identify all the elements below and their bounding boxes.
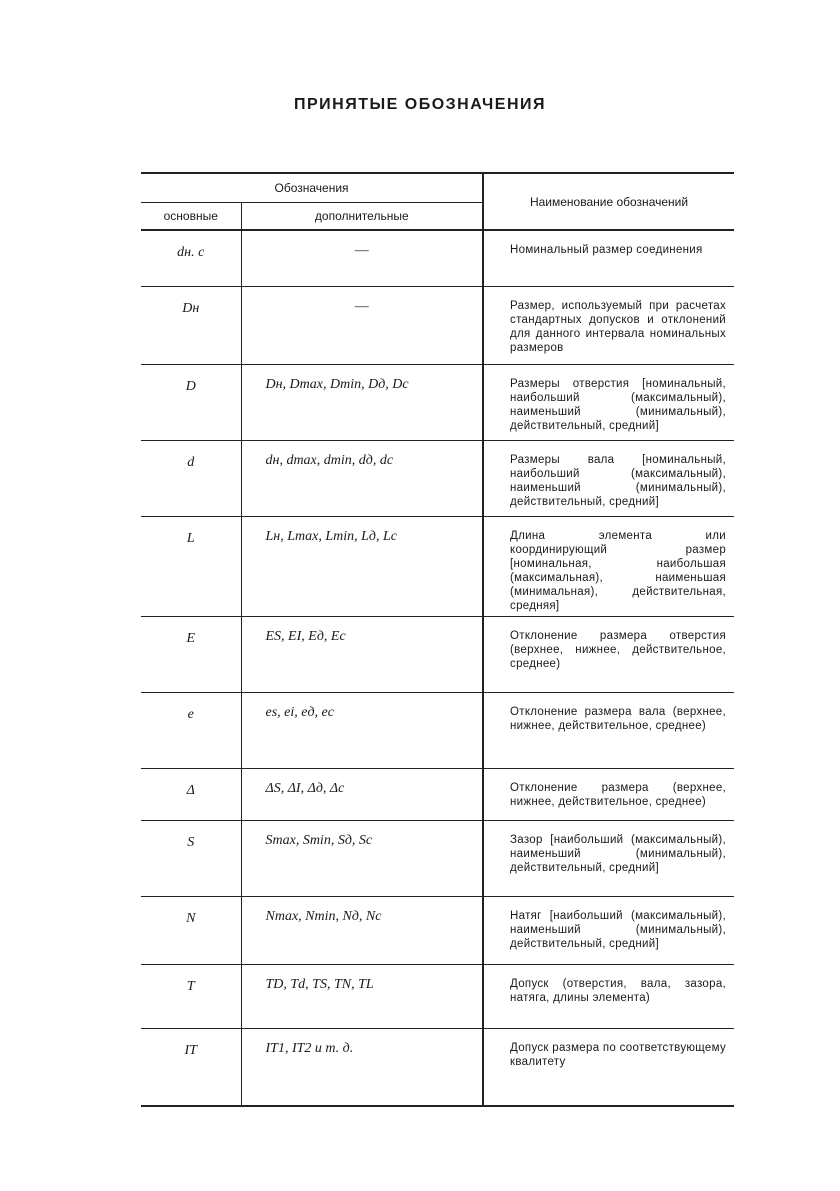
basic-symbol: d <box>141 440 241 516</box>
basic-symbol: T <box>141 964 241 1028</box>
additional-symbols: Lн, Lmax, Lmin, Lд, Lс <box>241 516 483 616</box>
basic-symbol: IT <box>141 1028 241 1106</box>
additional-symbols: Dн, Dmax, Dmin, Dд, Dс <box>241 364 483 440</box>
symbol-description: Длина элемента или координирующий размер [номинальная, наибольшая (максимальная), наименьшая (минимальная), действительная, средняя] <box>483 516 734 616</box>
symbol-description: Отклонение размера отверстия (верхнее, нижнее, действительное, среднее) <box>483 616 734 692</box>
table-row <box>141 768 734 820</box>
additional-symbols: es, ei, eд, eс <box>241 692 483 768</box>
symbol-description: Отклонение размера вала (верхнее, нижнее, действительное, среднее) <box>483 692 734 768</box>
additional-symbols: Nmax, Nmin, Nд, Nс <box>241 896 483 964</box>
symbol-description: Размеры вала [номинальный, наибольший (максимальный), наименьший (минимальный), действительный, средний] <box>483 440 734 516</box>
table-row <box>141 516 734 616</box>
symbol-description: Размер, используемый при расчетах стандартных допусков и отклонений для данного интервала номинальных размеров <box>483 286 734 364</box>
symbol-description: Номинальный размер соединения <box>483 230 734 286</box>
table-row <box>141 616 734 692</box>
table-row <box>141 230 734 286</box>
additional-symbols: ΔS, ΔI, Δд, Δс <box>241 768 483 820</box>
basic-symbol: N <box>141 896 241 964</box>
symbol-description: Размеры отверстия [номинальный, наибольший (максимальный), наименьший (минимальный), действительный, средний] <box>483 364 734 440</box>
basic-symbol: Δ <box>141 768 241 820</box>
symbol-description: Зазор [наибольший (максимальный), наименьший (минимальный), действительный, средний] <box>483 820 734 896</box>
additional-symbols: IT1, IT2 и т. д. <box>265 1040 354 1056</box>
table-row <box>141 896 734 964</box>
additional-symbols: — <box>241 230 483 286</box>
header-name: Наименование обозначений <box>483 173 734 230</box>
table-row <box>141 1028 734 1106</box>
additional-symbols: Smax, Smin, Sд, Sс <box>241 820 483 896</box>
additional-symbols: dн, dmax, dmin, dд, dс <box>241 440 483 516</box>
basic-symbol: e <box>141 692 241 768</box>
table-row <box>141 964 734 1028</box>
table-row <box>141 440 734 516</box>
additional-symbols: ES, EI, Eд, Eс <box>241 616 483 692</box>
table-row <box>141 692 734 768</box>
header-additional: дополнительные <box>314 209 409 223</box>
table-row <box>141 364 734 440</box>
additional-symbols: TD, Td, TS, TN, TL <box>241 964 483 1028</box>
header-symbols: Обозначения <box>141 173 483 203</box>
symbol-description: Допуск размера по соответствующему квалитету <box>483 1028 734 1106</box>
basic-symbol: dн. с <box>141 230 241 286</box>
basic-symbol: S <box>141 820 241 896</box>
symbol-description: Допуск (отверстия, вала, зазора, натяга, длины элемента) <box>483 964 734 1028</box>
basic-symbol: E <box>141 616 241 692</box>
page-title: ПРИНЯТЫЕ ОБОЗНАЧЕНИЯ <box>293 96 547 113</box>
additional-symbols: — <box>241 286 483 364</box>
table-row <box>141 286 734 364</box>
symbol-description: Натяг [наибольший (максимальный), наименьший (минимальный), действительный, средний] <box>483 896 734 964</box>
header-basic: основные <box>141 203 241 231</box>
basic-symbol: Dн <box>141 286 241 364</box>
symbols-table <box>141 172 734 1107</box>
basic-symbol: L <box>141 516 241 616</box>
table-row <box>141 820 734 896</box>
symbol-description: Отклонение размера (верхнее, нижнее, действительное, среднее) <box>483 768 734 820</box>
basic-symbol: D <box>141 364 241 440</box>
